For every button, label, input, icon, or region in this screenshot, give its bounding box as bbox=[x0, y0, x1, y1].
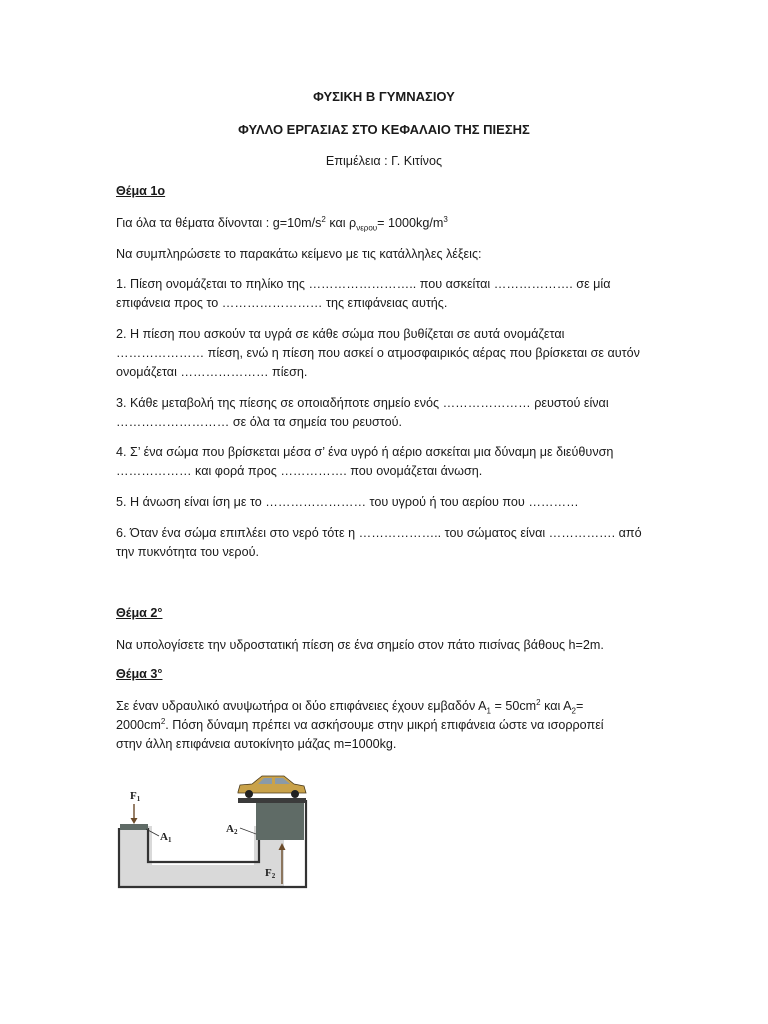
document-subtitle: ΦΥΛΛΟ ΕΡΓΑΣΙΑΣ ΣΤΟ ΚΕΦΑΛΑΙΟ ΤΗΣ ΠΙΕΣΗΣ bbox=[238, 122, 530, 137]
question-3-line-1: 3. Κάθε μεταβολή της πίεσης σε οποιαδήποτε σημείο ενός ………………… ρευστού είναι bbox=[116, 396, 609, 410]
label-a2: A2 bbox=[226, 823, 238, 836]
question-2-line-3: ονομάζεται ………………… πίεση. bbox=[116, 365, 308, 379]
question-4-line-1: 4. Σ’ ένα σώμα που βρίσκεται μέσα σ’ ένα υγρό ή αέριο ασκείται μια δύναμη με διεύθυνση bbox=[116, 445, 614, 459]
document-author: Επιμέλεια : Γ. Κιτίνος bbox=[325, 154, 443, 168]
question-6-line-2: την πυκνότητα του νερού. bbox=[116, 545, 259, 559]
topic3-line-1 bbox=[116, 697, 656, 716]
given-mid: και ρ bbox=[325, 216, 357, 230]
car-platform bbox=[238, 798, 306, 803]
hydraulic-lift-figure bbox=[116, 768, 316, 890]
topic2-text: Να υπολογίσετε την υδροστατική πίεση σε ένα σημείο στον πάτο πισίνας βάθους h=2m. bbox=[116, 638, 604, 652]
topic3-line-3: στην άλλη επιφάνεια αυτοκίνητο μάζας m=1000kg. bbox=[116, 737, 397, 751]
given-sup-2: 3 bbox=[443, 214, 448, 224]
car-icon bbox=[238, 776, 306, 798]
question-6 bbox=[116, 524, 656, 562]
document-title: ΦΥΣΙΚΗ Β ΓΥΜΝΑΣΙΟΥ bbox=[313, 89, 455, 104]
large-piston bbox=[256, 800, 304, 840]
topic3-line-1-c: και Α bbox=[540, 699, 572, 713]
topic3-line-2-a: 2000cm bbox=[116, 718, 161, 732]
given-values bbox=[116, 214, 656, 233]
topic2-heading: Θέμα 2° bbox=[116, 606, 163, 620]
a2-pointer bbox=[240, 828, 256, 834]
topic3-line-1-a: Σε έναν υδραυλικό ανυψωτήρα οι δύο επιφάνειες έχουν εμβαδόν Α bbox=[116, 699, 487, 713]
question-5 bbox=[116, 493, 656, 512]
question-2-line-1: 2. Η πίεση που ασκούν τα υγρά σε κάθε σώμα που βυθίζεται σε αυτά ονομάζεται bbox=[116, 327, 565, 341]
small-piston bbox=[120, 824, 148, 830]
question-4 bbox=[116, 443, 656, 481]
given-prefix: Για όλα τα θέματα δίνονται : g=10m/s bbox=[116, 216, 322, 230]
topic3-line-2-sup: 2 bbox=[160, 716, 166, 726]
question-3 bbox=[116, 394, 656, 432]
topic3-heading: Θέμα 3° bbox=[116, 667, 163, 681]
topic3-line-1-sub-2: 2 bbox=[571, 706, 576, 716]
question-3-line-2: ……………………… σε όλα τα σημεία του ρευστού. bbox=[116, 415, 402, 429]
question-2-line-2: ………………… πίεση, ενώ η πίεση που ασκεί ο ατμοσφαιρικός αέρας που βρίσκεται σε αυτόν bbox=[116, 346, 640, 360]
given-sup-1: 2 bbox=[321, 214, 326, 224]
question-5-line-1: 5. Η άνωση είναι ίση με το …………………… του υγρού ή του αερίου που ………… bbox=[116, 495, 579, 509]
question-4-line-2: ……………… και φορά προς ……………. που ονομάζεται άνωση. bbox=[116, 464, 483, 478]
question-2 bbox=[116, 325, 656, 382]
topic3-line-1-sup-1: 2 bbox=[536, 697, 541, 707]
question-6-line-1: 6. Όταν ένα σώμα επιπλέει στο νερό τότε η ……………….. του σώματος είναι ……………. από bbox=[116, 526, 642, 540]
question-1-line-2: επιφάνεια προς το …………………… της επιφάνειας αυτής. bbox=[116, 296, 448, 310]
hydraulic-lift-diagram bbox=[116, 768, 316, 890]
label-a1: A1 bbox=[160, 831, 172, 844]
topic3-line-1-b: = 50cm bbox=[490, 699, 537, 713]
fill-instruction: Να συμπληρώσετε το παρακάτω κείμενο με τις κατάλληλες λέξεις: bbox=[116, 247, 482, 261]
f1-arrow-head bbox=[131, 818, 138, 824]
topic3-line-1-sub-1: 1 bbox=[486, 706, 491, 716]
given-suffix: = 1000kg/m bbox=[377, 216, 444, 230]
label-f2: F2 bbox=[265, 867, 276, 880]
question-1 bbox=[116, 275, 656, 313]
question-1-line-1: 1. Πίεση ονομάζεται το πηλίκο της …………………….. που ασκείται ………………. σε μία bbox=[116, 277, 611, 291]
label-f1: F1 bbox=[130, 790, 141, 803]
topic3-line-1-d: = bbox=[575, 699, 584, 713]
topic3-line-2-b: . Πόση δύναμη πρέπει να ασκήσουμε στην μικρή επιφάνεια ώστε να ισορροπεί bbox=[165, 718, 604, 732]
topic3-text bbox=[116, 697, 656, 754]
topic3-line-2 bbox=[116, 716, 656, 735]
topic1-heading: Θέμα 1ο bbox=[116, 184, 166, 198]
given-sub: νερου bbox=[356, 223, 378, 233]
